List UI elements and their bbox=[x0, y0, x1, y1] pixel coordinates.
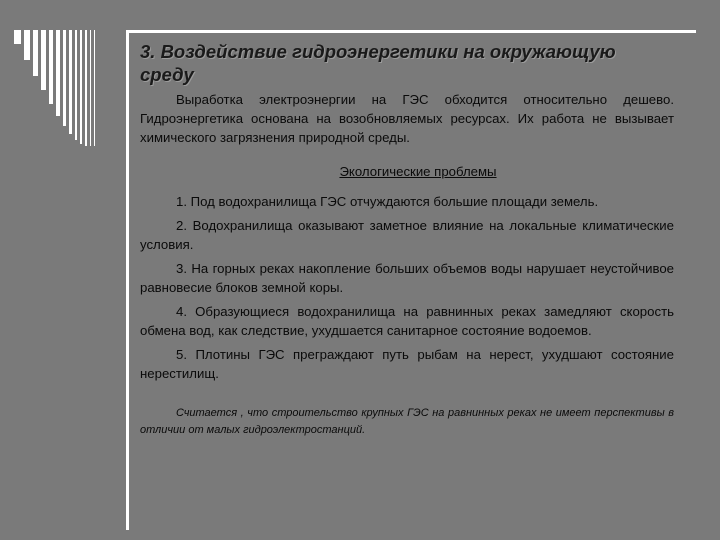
conclusion-note: Считается , что строительство крупных ГЭС на равнинных реках не имеет перспективы в отличии от малых гидроэлектростанций. bbox=[140, 407, 674, 436]
problems-list bbox=[140, 192, 674, 383]
decorative-horizontal-rule bbox=[126, 30, 696, 33]
list-item: 1. Под водохранилища ГЭС отчуждаются большие площади земель. bbox=[176, 194, 599, 209]
slide-content bbox=[140, 36, 674, 439]
list-item: 2. Водохранилища оказывают заметное влияние на локальные климатические условия. bbox=[140, 218, 674, 252]
decorative-bars bbox=[14, 30, 134, 146]
slide-title: 3. Воздействие гидроэнергетики на окружающую среду bbox=[140, 41, 616, 85]
subheading-text: Экологические проблемы bbox=[339, 164, 497, 179]
decorative-vertical-rule bbox=[126, 30, 129, 530]
intro-paragraph: Выработка электроэнергии на ГЭС обходится относительно дешево. Гидроэнергетика основана на возобновляемых ресурсах. Их работа не вызывает химического загрязнения природной среды. bbox=[140, 92, 674, 145]
subheading bbox=[162, 164, 674, 179]
list-item: 5. Плотины ГЭС преграждают путь рыбам на нерест, ухудшают состояние нерестилищ. bbox=[140, 347, 674, 381]
list-item: 4. Образующиеся водохранилища на равнинных реках замедляют скорость обмена вод, как следствие, ухудшается санитарное состояние водоемов. bbox=[140, 304, 674, 338]
list-item: 3. На горных реках накопление больших объемов воды нарушает неустойчивое равновесие блоков земной коры. bbox=[140, 261, 674, 295]
